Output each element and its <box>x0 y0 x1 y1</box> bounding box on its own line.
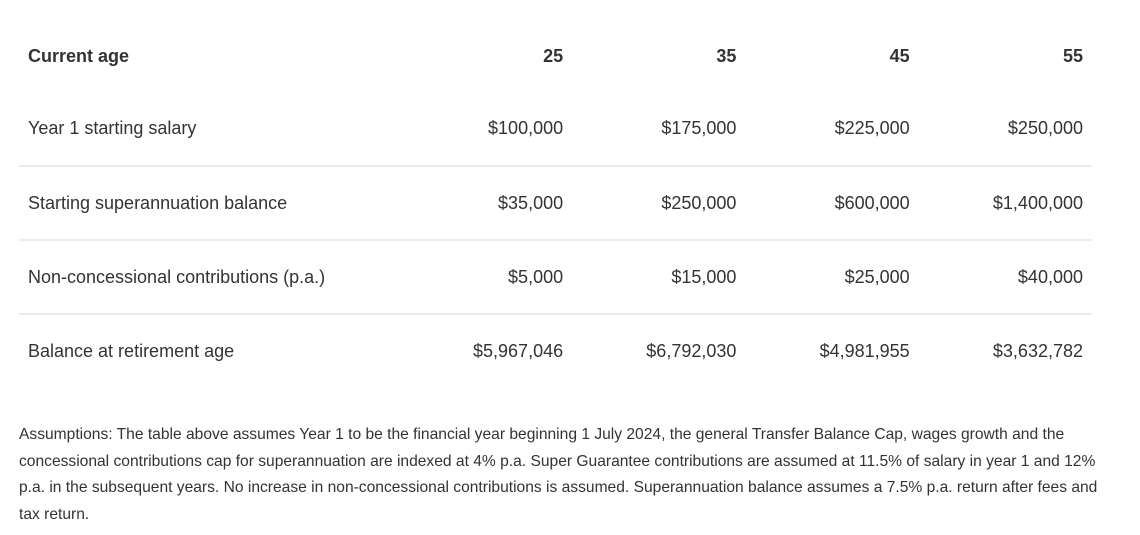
table-cell: $5,000 <box>508 266 564 287</box>
table-cell: $175,000 <box>661 118 737 138</box>
table-cell: $600,000 <box>834 192 910 213</box>
row-label-retirement-balance: Balance at retirement age <box>28 341 235 361</box>
header-current-age: Current age <box>28 45 130 66</box>
table-cell: $40,000 <box>1017 266 1083 287</box>
table-cell: $3,632,782 <box>992 341 1083 361</box>
row-label-starting-salary: Year 1 starting salary <box>28 118 197 138</box>
table-header-row <box>19 20 1092 92</box>
row-label-starting-balance: Starting superannuation balance <box>28 192 288 213</box>
table-cell: $5,967,046 <box>473 341 564 361</box>
projection-table <box>19 20 1092 388</box>
table-cell: $4,981,955 <box>819 341 910 361</box>
header-age-55: 55 <box>1062 45 1083 66</box>
header-age-25: 25 <box>543 45 564 66</box>
row-label-non-concessional: Non-concessional contributions (p.a.) <box>28 266 326 287</box>
assumptions-note: Assumptions: The table above assumes Year 1 to be the financial year beginning 1 July 2024, the general Transfer Balance Cap, wages growth and the concessional contributions cap for superannuation are indexed at 4% p.a. Super Guarantee contributions are assumed at 11.5% of salary in year 1 and 12% p.a. in the subsequent years. No increase in non-concessional contributions is assumed. Superannuation balance assumes a 7.5% p.a. return after fees and tax return. <box>19 426 1098 523</box>
table-cell: $35,000 <box>498 192 564 213</box>
table-cell: $15,000 <box>671 266 737 287</box>
table-cell: $100,000 <box>488 118 564 138</box>
table-cell: $25,000 <box>844 266 910 287</box>
table-row <box>19 92 1092 166</box>
table-row <box>19 166 1092 240</box>
table-cell: $250,000 <box>661 192 737 213</box>
table-row <box>19 314 1092 388</box>
table-cell: $225,000 <box>834 118 910 138</box>
projection-table-container <box>19 20 1092 388</box>
table-row <box>19 240 1092 314</box>
header-age-35: 35 <box>716 45 737 66</box>
table-cell: $250,000 <box>1007 118 1083 138</box>
table-cell: $1,400,000 <box>992 192 1083 213</box>
header-age-45: 45 <box>889 45 910 66</box>
table-cell: $6,792,030 <box>646 341 737 361</box>
